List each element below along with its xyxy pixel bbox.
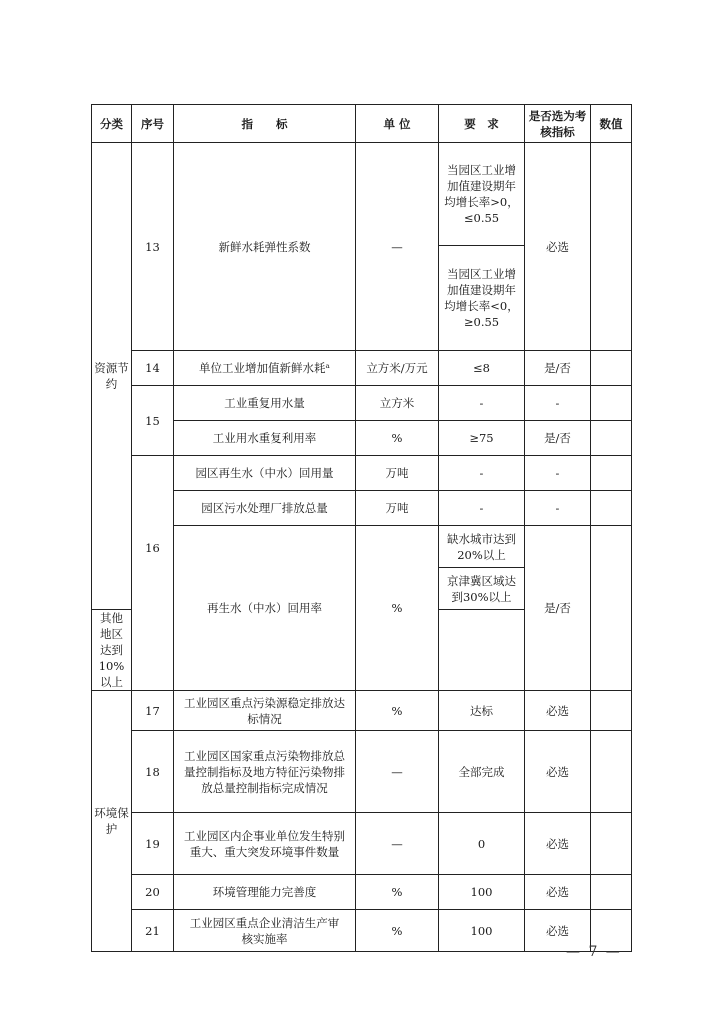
- indicator-cell: 工业园区国家重点污染物排放总量控制指标及地方特征污染物排放总量控制指标完成情况: [174, 731, 356, 813]
- header-number: 序号: [132, 105, 174, 143]
- value-cell: [591, 421, 632, 456]
- indicator-cell: 再生水（中水）回用率: [174, 526, 356, 691]
- requirement-cell: -: [439, 386, 525, 421]
- assessment-cell: 是/否: [525, 351, 591, 386]
- assessment-cell: -: [525, 456, 591, 491]
- indicator-cell: 工业园区重点污染源稳定排放达标情况: [174, 691, 356, 731]
- requirement-cell: -: [439, 491, 525, 526]
- requirement-cell: 100: [439, 910, 525, 952]
- header-assessment: 是否选为考核指标: [525, 105, 591, 143]
- requirement-cell: 达标: [439, 691, 525, 731]
- requirement-cell: 其他地区达到10%以上: [92, 610, 132, 691]
- indicator-cell: 工业用水重复利用率: [174, 421, 356, 456]
- table-row: [92, 143, 632, 246]
- table-row: [92, 386, 632, 421]
- assessment-cell: -: [525, 491, 591, 526]
- indicator-cell: 环境管理能力完善度: [174, 875, 356, 910]
- value-cell: [591, 386, 632, 421]
- row-number: 16: [132, 456, 174, 691]
- requirement-cell: 京津冀区域达到30%以上: [439, 568, 525, 610]
- unit-cell: %: [356, 421, 439, 456]
- value-cell: [591, 456, 632, 491]
- header-unit: 单 位: [356, 105, 439, 143]
- header-row: [92, 105, 632, 143]
- requirement-cell: 全部完成: [439, 731, 525, 813]
- indicator-cell: 工业园区重点企业清洁生产审核实施率: [174, 910, 356, 952]
- unit-cell: %: [356, 691, 439, 731]
- requirement-cell: ≤8: [439, 351, 525, 386]
- value-cell: [591, 731, 632, 813]
- category-environment: 环境保护: [92, 691, 132, 952]
- requirement-cell: 当园区工业增加值建设期年均增长率>0，≤0.55: [439, 143, 525, 246]
- requirement-cell: ≥75: [439, 421, 525, 456]
- unit-cell: 立方米: [356, 386, 439, 421]
- unit-cell: %: [356, 526, 439, 691]
- unit-cell: 万吨: [356, 491, 439, 526]
- row-number: 19: [132, 813, 174, 875]
- category-resource: 资源节约: [92, 143, 132, 610]
- assessment-cell: 必选: [525, 143, 591, 351]
- header-requirement: 要 求: [439, 105, 525, 143]
- value-cell: [591, 691, 632, 731]
- indicator-cell: 工业园区内企事业单位发生特别重大、重大突发环境事件数量: [174, 813, 356, 875]
- indicator-cell: 单位工业增加值新鲜水耗ᵃ: [174, 351, 356, 386]
- indicator-cell: 工业重复用水量: [174, 386, 356, 421]
- unit-cell: 立方米/万元: [356, 351, 439, 386]
- indicator-table: [91, 104, 632, 952]
- assessment-cell: 必选: [525, 813, 591, 875]
- value-cell: [591, 351, 632, 386]
- row-number: 21: [132, 910, 174, 952]
- table-row: [92, 351, 632, 386]
- row-number: 17: [132, 691, 174, 731]
- requirement-cell: -: [439, 456, 525, 491]
- table-row: [92, 875, 632, 910]
- unit-cell: %: [356, 875, 439, 910]
- assessment-cell: 是/否: [525, 526, 591, 691]
- value-cell: [591, 875, 632, 910]
- value-cell: [591, 491, 632, 526]
- assessment-cell: -: [525, 386, 591, 421]
- unit-cell: %: [356, 910, 439, 952]
- value-cell: [591, 526, 632, 691]
- assessment-cell: 是/否: [525, 421, 591, 456]
- assessment-cell: 必选: [525, 910, 591, 952]
- row-number: 18: [132, 731, 174, 813]
- unit-cell: 万吨: [356, 456, 439, 491]
- row-number: 13: [132, 143, 174, 351]
- assessment-cell: 必选: [525, 691, 591, 731]
- indicator-cell: 园区再生水（中水）回用量: [174, 456, 356, 491]
- unit-cell: —: [356, 731, 439, 813]
- header-indicator: 指 标: [174, 105, 356, 143]
- page-number: — 7 —: [566, 944, 622, 960]
- unit-cell: —: [356, 143, 439, 351]
- indicator-cell: 园区污水处理厂排放总量: [174, 491, 356, 526]
- requirement-cell: 当园区工业增加值建设期年均增长率<0，≥0.55: [439, 246, 525, 351]
- table-row: [92, 456, 632, 491]
- indicator-cell: 新鲜水耗弹性系数: [174, 143, 356, 351]
- table-row: [92, 910, 632, 952]
- requirement-cell: 100: [439, 875, 525, 910]
- header-value: 数值: [591, 105, 632, 143]
- row-number: 15: [132, 386, 174, 456]
- row-number: 14: [132, 351, 174, 386]
- assessment-cell: 必选: [525, 731, 591, 813]
- assessment-cell: 必选: [525, 875, 591, 910]
- value-cell: [591, 143, 632, 351]
- header-category: 分类: [92, 105, 132, 143]
- table-row: [92, 691, 632, 731]
- requirement-cell: 缺水城市达到20%以上: [439, 526, 525, 568]
- row-number: 20: [132, 875, 174, 910]
- table-row: [92, 731, 632, 813]
- value-cell: [591, 813, 632, 875]
- unit-cell: —: [356, 813, 439, 875]
- requirement-cell: 0: [439, 813, 525, 875]
- table-row: [92, 813, 632, 875]
